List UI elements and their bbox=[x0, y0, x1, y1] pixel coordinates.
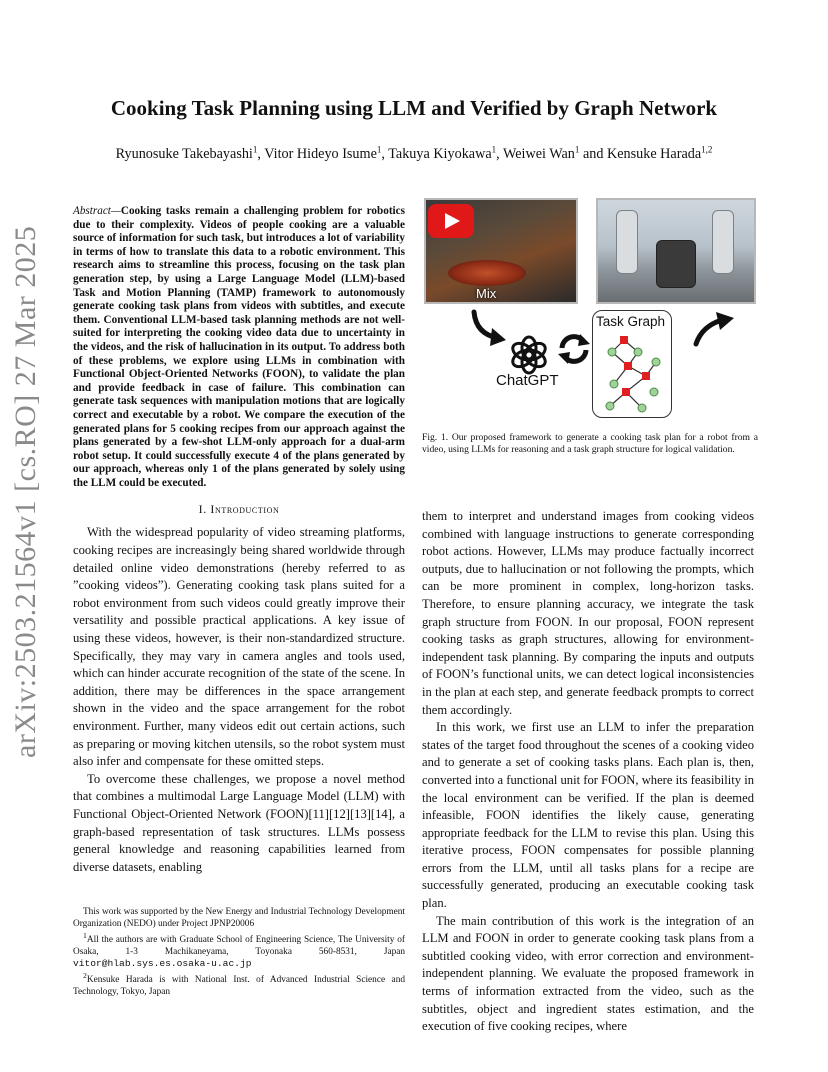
paragraph: The main contribution of this work is the integration of an LLM and FOON in order to generate cooking task plans from a subtitled cooking video, with error correction and environment-independent planning. We evaluate the proposed framework in terms of information extracted from the video, such as the subtitles, object and ingredient states estimation, and the execution of five cooking recipes, where bbox=[422, 913, 754, 1034]
chatgpt-label: ChatGPT bbox=[496, 372, 559, 389]
abstract-text: Cooking tasks remain a challenging problem for robotics due to their complexity. Videos of people cooking are a valuable source of information for such task, but introduces a lot of variability in terms of how to translate this data to a robotic environment. This research aims to streamline this process, focusing on the task plan generation step, by using a Large Language Model (LLM)-based Task and Motion Planning (TAMP) framework to autonomously generate cooking task plans from videos with subtitles, and execute them. Conventional LLM-based task planning methods are not well-suited for interpreting the cooking video data due to uncertainty in the videos, and the risk of hallucination in its output. To address both of these problems, we explore using LLMs in combination with Functional Object-Oriented Networks (FOON), to validate the plan and provide feedback in case of failure. This combination can generate task sequences with manipulation motions that are logically correct and executable by a robot. We compare the execution of the generated plans for 5 cooking recipes from our approach against the plans generated by a few-shot LLM-only approach for a dual-arm robot setup. It could successfully execute 4 of the plans generated by our approach, whereas only 1 of the plans generated by solely using the LLM could be executed. bbox=[73, 205, 405, 489]
author: Ryunosuke Takebayashi$^1$, bbox=[115, 144, 265, 162]
task-graph-icon bbox=[598, 332, 668, 416]
funding-note: This work was supported by the New Energy and Industrial Technology Development Organization (NEDO) under Project JPNP20006 bbox=[73, 907, 405, 929]
footnote-1: $^1$All the authors are with Graduate School of Engineering Science, The University of Osaka, 1-3 Machikaneyama, Toyonaka 560-8531, Japan vitor@hlab.sys.es.osaka-u.ac.jp bbox=[73, 931, 405, 970]
robot-photo bbox=[596, 198, 756, 304]
robot-torso bbox=[656, 240, 696, 288]
task-graph-label: Task Graph bbox=[596, 314, 666, 329]
author: Vitor Hideyo Isume$^1$, bbox=[264, 144, 389, 162]
figure-caption: Fig. 1. Our proposed framework to generate a cooking task plan for a robot from a video, using LLMs for reasoning and a task graph structure for logical validation. bbox=[422, 432, 758, 455]
robot-arm-right bbox=[712, 210, 734, 274]
introduction-left-body bbox=[73, 524, 405, 876]
frying-pan-image bbox=[448, 260, 526, 286]
section-heading-introduction: I. Introduction bbox=[198, 502, 280, 517]
robot-arm-left bbox=[616, 210, 638, 274]
left-column bbox=[73, 205, 405, 876]
paper-title: Cooking Task Planning using LLM and Verified by Graph Network bbox=[110, 96, 718, 120]
footnote-2: $^2$Kensuke Harada is with National Inst. of Advanced Industrial Science and Technology, Tokyo, Japan bbox=[73, 971, 405, 998]
author: Kensuke Harada$^{1,2}$ bbox=[606, 144, 713, 162]
cooking-video-thumbnail bbox=[424, 198, 578, 304]
paragraph: To overcome these challenges, we propose a novel method that combines a multimodal Large Language Model (LLM) with Functional Object-Oriented Network (FOON)[11][12][13][14], a graph-based representation of task structures. LLMs possess general knowledge and reasoning capabilities learned from diverse datasets, enabling bbox=[73, 771, 405, 874]
right-column bbox=[422, 508, 754, 1036]
refresh-cycle-icon bbox=[556, 332, 592, 366]
video-subtitle: Mix bbox=[476, 286, 497, 301]
author: Takuya Kiyokawa$^1$, bbox=[388, 144, 503, 162]
abstract-lead: Abstract— bbox=[73, 205, 121, 217]
arrow-video-to-llm-icon bbox=[468, 308, 508, 348]
introduction-right-body bbox=[422, 508, 754, 1036]
paragraph: them to interpret and understand images from cooking videos combined with language instructions to generate corresponding robot actions. However, LLMs may produce factually incorrect outputs, due to hallucination or not following the prompts, which can be more prominent in complex, long-horizon tasks. Therefore, to ensure planning accuracy, we integrate the task graph structure from FOON. In our proposal, FOON represent cooking tasks as graph structures, allowing for environment-independent task planning. By comparing the inputs and outputs of FOON’s functional units, we can detect logical inconsistencies in the plan at each step, and generate feedback prompts to correct them accordingly. bbox=[422, 509, 754, 717]
paragraph: In this work, we first use an LLM to infer the preparation states of the target food throughout the scenes of a cooking video and to generate a set of cooking tasks plans. Each plan is, then, converted into a functional unit for FOON, where its feasibility in the local environment can be verified. If the plan is deemed infeasible, FOON identifies the likely cause, generating appropriate feedback for the LLM to revise this plan. Using this iterative process, FOON compensates for possible planning errors from the LLM, until all tasks plans for a recipe are successfully generated, producing an executable cooking task plan. bbox=[422, 720, 754, 911]
abstract bbox=[73, 205, 405, 490]
footnotes bbox=[73, 906, 405, 998]
arrow-graph-to-robot-icon bbox=[692, 308, 738, 348]
paragraph: With the widespread popularity of video streaming platforms, cooking recipes are increasingly being shared worldwide through detailed online video demonstrations (hereby referred to as ”cooking videos”). Generating cooking task plans suited for a robot environment from such videos could greatly improve their versatility and possible practical applications. A key issue of using these videos, however, is their non-standardized structure. Specifically, they may vary in camera angles and tools used, which can hinder accurate recognition of the state of the scene. In addition, there may be differences in the space arrangement shown in the video and the space arrangement for the robot environment. Further, many videos edit out certain actions, such as preparing or moving kitchen utensils, so the robot system must also infer and compensate for these omitted steps. bbox=[73, 525, 405, 769]
author-list bbox=[0, 144, 828, 163]
arxiv-identifier: arXiv:2503.21564v1 [cs.RO] 27 Mar 2025 bbox=[9, 225, 42, 758]
video-play-icon bbox=[428, 204, 474, 238]
email: vitor@hlab.sys.es.osaka-u.ac.jp bbox=[73, 958, 252, 970]
chatgpt-logo-icon bbox=[508, 334, 550, 376]
author: Weiwei Wan$^1$ and bbox=[502, 144, 607, 162]
figure-1 bbox=[422, 196, 758, 420]
